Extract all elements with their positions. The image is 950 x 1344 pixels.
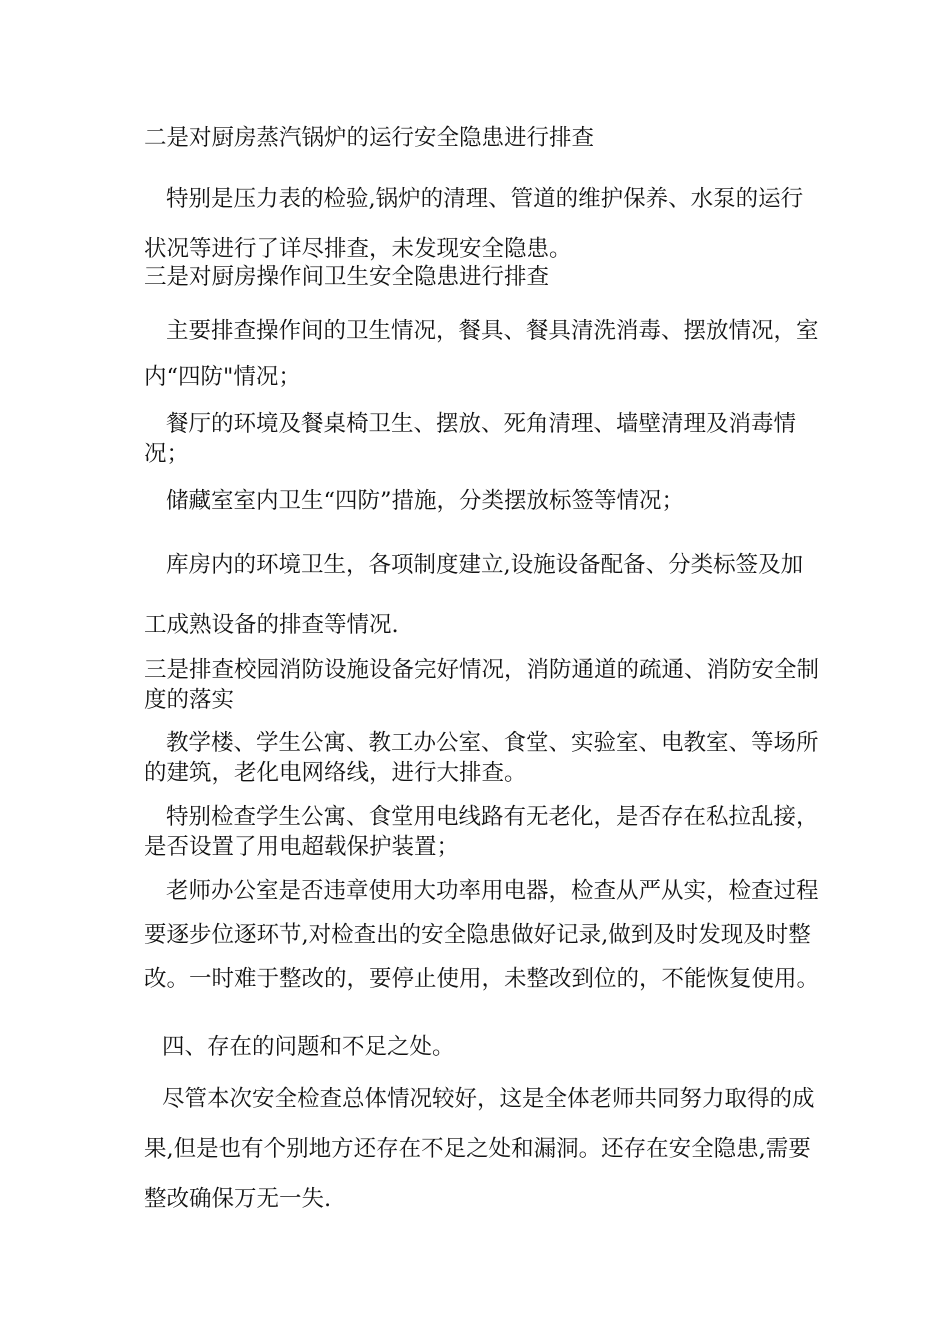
paragraph-buildings-inspection: 教学楼、学生公寓、教工办公室、食堂、实验室、电教室、等场所的建筑，老化电网络线，进行大排查。	[144, 730, 819, 786]
paragraph-wiring-inspection: 特别检查学生公寓、食堂用电线路有无老化，是否存在私拉乱接，是否设置了用电超载保护装置；	[144, 804, 819, 860]
paragraph-heading-kitchen-hygiene: 三是对厨房操作间卫生安全隐患进行排查	[144, 264, 550, 290]
paragraph-storage-room: 储藏室室内卫生“四防”措施，分类摆放标签等情况；	[166, 488, 685, 514]
paragraph-operation-room-hygiene: 主要排查操作间的卫生情况，餐具、餐具清洗消毒、摆放情况，室内“四防"情况；	[144, 318, 819, 390]
paragraph-warehouse: 库房内的环境卫生，各项制度建立,设施设备配备、分类标签及加工成熟设备的排查等情况.	[144, 552, 804, 638]
paragraph-heading-fire-safety: 三是排查校园消防设施设备完好情况，消防通道的疏通、消防安全制度的落实	[144, 657, 820, 713]
paragraph-office-appliances: 老师办公室是否违章使用大功率用电器，检查从严从实，检查过程要逐步位逐环节,对检查出的安全隐患做好记录,做到及时发现及时整改。一时难于整改的，要停止使用，未整改到位的，不能恢复使用。	[144, 878, 820, 992]
paragraph-conclusion: 尽管本次安全检查总体情况较好，这是全体老师共同努力取得的成果,但是也有个别地方还存在不足之处和漏洞。还存在安全隐患,需要整改确保万无一失.	[144, 1086, 815, 1212]
paragraph-heading-kitchen-boiler: 二是对厨房蒸汽锅炉的运行安全隐患进行排查	[144, 125, 595, 151]
paragraph-heading-problems: 四、存在的问题和不足之处。	[162, 1034, 455, 1060]
paragraph-dining-hall: 餐厅的环境及餐桌椅卫生、摆放、死角清理、墙壁清理及消毒情况；	[144, 411, 797, 467]
paragraph-boiler-details: 特别是压力表的检验,锅炉的清理、管道的维护保养、水泵的运行状况等进行了详尽排查，未发现安全隐患。	[144, 186, 804, 262]
